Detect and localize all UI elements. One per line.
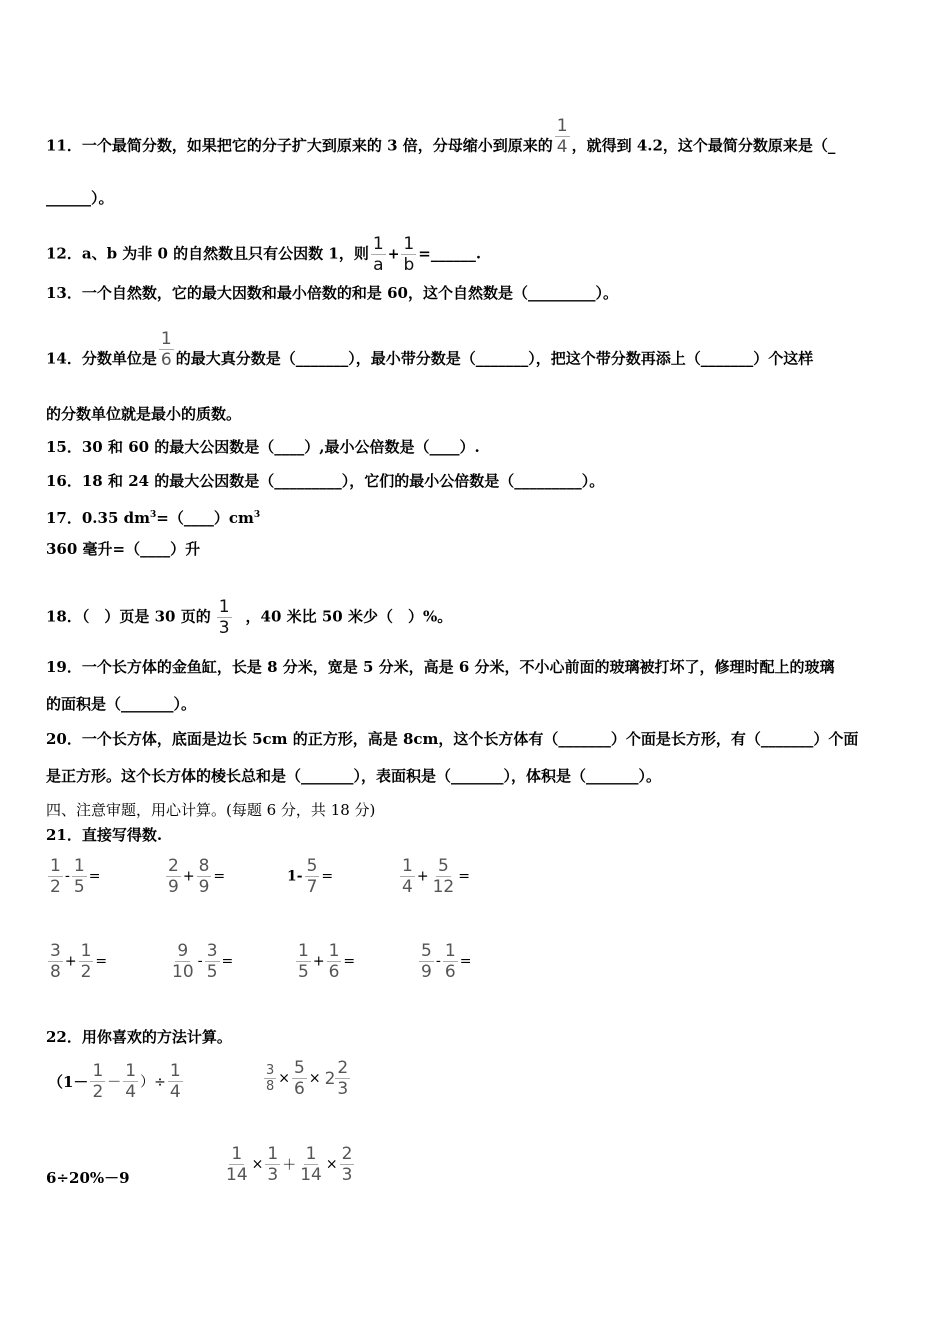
question-18 (46, 597, 452, 638)
q11-text-1: 11．一个最简分数，如果把它的分子扩大到原来的 3 倍，分母缩小到原来的 (46, 136, 553, 155)
q12-suffix: =______. (418, 244, 482, 263)
question-12 (46, 234, 481, 275)
question-21-title: 21．直接写得数. (46, 826, 163, 844)
question-22-title: 22．用你喜欢的方法计算。 (46, 1028, 232, 1046)
q21-expr-1: $\frac{1}{2}$ - $\frac{1}{5}$ = (50, 856, 101, 897)
question-17-line2: 360 毫升=（____）升 (46, 540, 201, 558)
question-17: 17．0.35 $dm^3=(\_\_\_\_)cm^3$ (46, 509, 261, 527)
section-4-title: 四、注意审题，用心计算。(每题 6 分，共 18 分) (46, 801, 376, 819)
q12-plus: + (387, 246, 400, 263)
q21-expr-3: 1- $\frac{5}{7}$ = (287, 856, 334, 897)
question-15: 15．30 和 60 的最大公因数是（____）,最小公倍数是（____）. (46, 438, 480, 456)
question-13: 13．一个自然数，它的最大因数和最小倍数的和是 60，这个自然数是（_________）。 (46, 284, 618, 302)
q22-expr-3: 6÷20%－9 (46, 1169, 130, 1187)
q18-prefix: 18．（ ）页是 30 页的 (46, 607, 211, 626)
q21-expr-8: $\frac{5}{9}$ - $\frac{1}{6}$ = (421, 941, 472, 982)
q14-prefix: 14．分数单位是 (46, 349, 157, 368)
q18-suffix: ，40 米比 50 米少（ ）%。 (245, 607, 453, 626)
question-20-line2: 是正方形。这个长方体的棱长总和是（_______），表面积是（_______），体积是（_______）。 (46, 767, 662, 785)
question-14 (46, 329, 814, 380)
q22-expr-4: $\frac{1}{14}$ × $\frac{1}{3}$ ＋ $\frac{1}{14}$ × $\frac{2}{3}$ (226, 1144, 353, 1185)
q18-fraction: $\frac{1}{3}$ (218, 597, 230, 638)
question-20: 20．一个长方体，底面是边长 5cm 的正方形，高是 8cm，这个长方体有（_______）个面是长方形，有（_______）个面 (46, 730, 859, 748)
q14-suffix: 的最大真分数是（_______），最小带分数是（_______），把这个带分数再添上（_______）个这样 (175, 349, 814, 368)
q11-text-2: ，就得到 4.2，这个最简分数原来是（_ (571, 136, 836, 155)
question-11-line2: ______）。 (46, 189, 114, 207)
q12-fraction-a: $\frac{1}{a}$ (372, 234, 384, 275)
q21-expr-7: $\frac{1}{5}$ + $\frac{1}{6}$ = (298, 941, 356, 982)
q22-expr-2: $\frac{3}{8}$ × $\frac{5}{6}$ × 2 $\frac{2}{3}$ (266, 1058, 349, 1099)
q11-fraction: $\frac{1}{4}$ (556, 116, 568, 157)
q12-fraction-b: $\frac{1}{b}$ (403, 234, 415, 275)
q14-fraction: $\frac{1}{6}$ (160, 329, 172, 370)
q21-expr-5: $\frac{3}{8}$ + $\frac{1}{2}$ = (50, 941, 108, 982)
question-11 (46, 116, 836, 167)
q21-expr-4: $\frac{1}{4}$ + $\frac{5}{12}$ = (402, 856, 470, 897)
q21-expr-2: $\frac{2}{9}$ + $\frac{8}{9}$ = (168, 856, 226, 897)
q22-expr-1: （1－ $\frac{1}{2}$ － $\frac{1}{4}$ ）÷ $\frac{1}{4}$ (48, 1061, 181, 1102)
question-19-line2: 的面积是（_______）。 (46, 695, 197, 713)
q12-prefix: 12．a、b 为非 0 的自然数且只有公因数 1，则 (46, 244, 369, 263)
question-19: 19．一个长方体的金鱼缸，长是 8 分米，宽是 5 分米，高是 6 分米，不小心前面的玻璃被打坏了，修理时配上的玻璃 (46, 658, 835, 676)
q21-expr-6: $\frac{9}{10}$ - $\frac{3}{5}$ = (172, 941, 234, 982)
question-16: 16．18 和 24 的最大公因数是（_________），它们的最小公倍数是（_________）。 (46, 472, 605, 490)
question-14-line2: 的分数单位就是最小的质数。 (46, 405, 242, 423)
